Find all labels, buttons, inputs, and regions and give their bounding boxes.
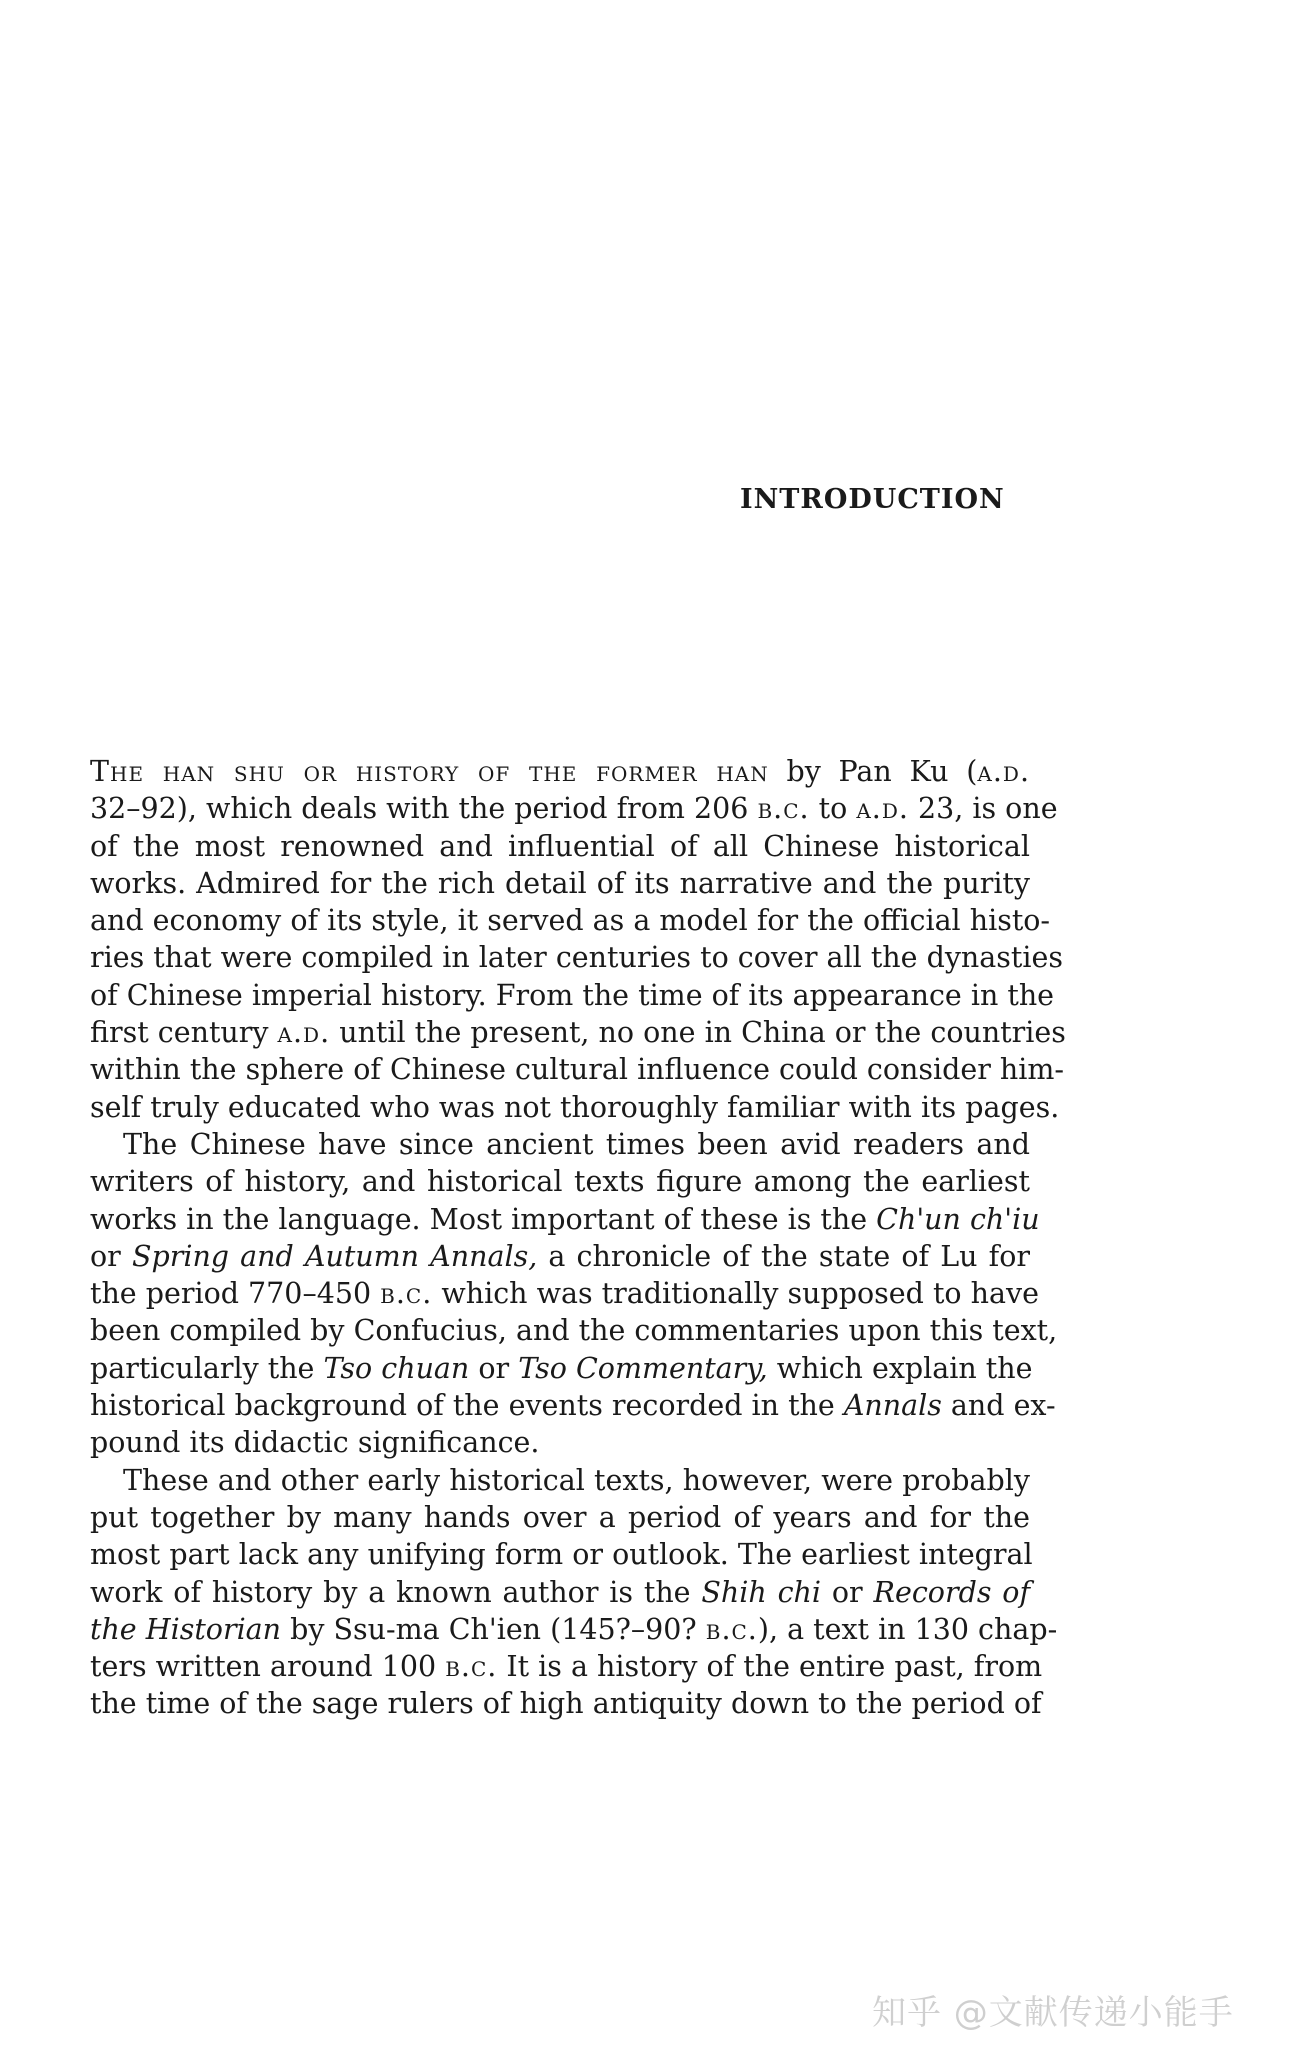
text-run: within the sphere of Chinese cultural influence could consider him- [90, 1053, 1065, 1087]
text-line [90, 1350, 1033, 1387]
text-line [90, 1648, 1043, 1685]
text-line [90, 902, 1051, 939]
text-run: or [469, 1351, 519, 1385]
text-run: of the most renowned and influential of all Chinese historical [90, 829, 1030, 863]
text-run: ), a text in 130 chap- [757, 1612, 1058, 1646]
text-run: until the present, no one in China or the countries [330, 1016, 1066, 1050]
text-run: It is a history of the entire past, from [497, 1650, 1043, 1684]
text-run: the time of the sage rulers of high antiquity down to the period of [90, 1687, 1042, 1721]
text-run: pound its didactic significance. [90, 1426, 540, 1460]
text-run: 23, is one [908, 792, 1058, 826]
text-line [90, 1387, 1056, 1424]
text-run: the period 770–450 [90, 1277, 381, 1311]
text-line [90, 1126, 1030, 1163]
text-run: works. Admired for the rich detail of its narrative and the purity [90, 866, 1030, 900]
small-caps-text: a.d. [277, 1016, 331, 1050]
watermark: 知乎 @文献传递小能手 [872, 1993, 1234, 2033]
text-run: by Pan Ku ( [768, 755, 978, 788]
text-line [90, 1312, 1058, 1349]
small-caps-text: a.d. [977, 755, 1031, 788]
text-run: first century [90, 1016, 278, 1050]
text-run: and economy of its style, it served as a model for the official histo- [90, 904, 1051, 938]
text-run: or [90, 1239, 132, 1273]
text-run: self truly educated who was not thoroughly familiar with its pages. [90, 1090, 1060, 1124]
italic-title: the Historian [90, 1612, 282, 1646]
text-line [90, 1536, 1033, 1573]
text-line [90, 939, 1063, 976]
text-line [90, 1574, 1030, 1611]
text-line [90, 1275, 1039, 1312]
text-run: or [821, 1575, 874, 1609]
text-run: to [809, 792, 857, 826]
text-line [90, 1051, 1065, 1088]
text-line [90, 1611, 1058, 1648]
text-run: particularly the [90, 1351, 324, 1385]
italic-title: Spring and Autumn Annals, [131, 1239, 538, 1273]
text-run: been compiled by Confucius, and the commentaries upon this text, [90, 1314, 1058, 1348]
text-line [90, 1014, 1066, 1051]
text-line [90, 1201, 1040, 1238]
italic-title: Tso chuan [323, 1351, 470, 1385]
text-line [90, 753, 1030, 790]
text-run: ries that were compiled in later centuries to cover all the dynasties [90, 941, 1063, 975]
text-run: work of history by a known author is the [90, 1575, 702, 1609]
text-line [90, 1424, 1030, 1461]
italic-title: Records of [873, 1575, 1030, 1609]
italic-title: Annals [843, 1389, 942, 1423]
text-run: which was traditionally supposed to have [432, 1277, 1039, 1311]
text-run: historical background of the events recorded in the [90, 1389, 844, 1423]
text-line [90, 1462, 1030, 1499]
small-caps-text: b.c. [380, 1277, 433, 1311]
text-run: and ex- [941, 1389, 1056, 1423]
text-run: These and other early historical texts, however, were probably [123, 1463, 1030, 1497]
text-run: ters written around 100 [90, 1650, 446, 1684]
text-line [90, 790, 1058, 827]
small-caps-text: b.c. [757, 792, 810, 826]
text-line [90, 865, 1030, 902]
body-text [90, 753, 1066, 1723]
text-run: by Ssu-ma Ch'ien (145?–90? [281, 1612, 706, 1646]
text-run: a chronicle of the state of Lu for [537, 1239, 1031, 1273]
small-caps-text: b.c. [705, 1612, 758, 1646]
small-caps-text: b.c. [445, 1650, 498, 1684]
text-line [90, 1499, 1030, 1536]
text-line [90, 1089, 1060, 1126]
chapter-heading: INTRODUCTION [740, 484, 1005, 515]
text-run: most part lack any unifying form or outlook. The earliest integral [90, 1538, 1033, 1572]
text-line [90, 1163, 1030, 1200]
text-line [90, 977, 1055, 1014]
text-run: which explain the [767, 1351, 1033, 1385]
small-caps-text: The han shu or history of the former han [90, 755, 769, 788]
text-run: writers of history, and historical texts figure among the earliest [90, 1165, 1030, 1199]
text-run: 32–92), which deals with the period from 206 [90, 792, 758, 826]
text-run: works in the language. Most important of these is the [90, 1202, 877, 1236]
small-caps-text: a.d. [856, 792, 909, 826]
text-run: The Chinese have since ancient times been avid readers and [123, 1127, 1030, 1161]
italic-title: Shih chi [701, 1575, 822, 1609]
text-line [90, 1238, 1030, 1275]
text-line [90, 1685, 1042, 1722]
text-line [90, 828, 1030, 865]
italic-title: Tso Commentary, [518, 1351, 768, 1385]
text-run: of Chinese imperial history. From the time of its appearance in the [90, 978, 1055, 1012]
italic-title: Ch'un ch'iu [876, 1202, 1040, 1236]
text-run: put together by many hands over a period of years and for the [90, 1500, 1030, 1534]
